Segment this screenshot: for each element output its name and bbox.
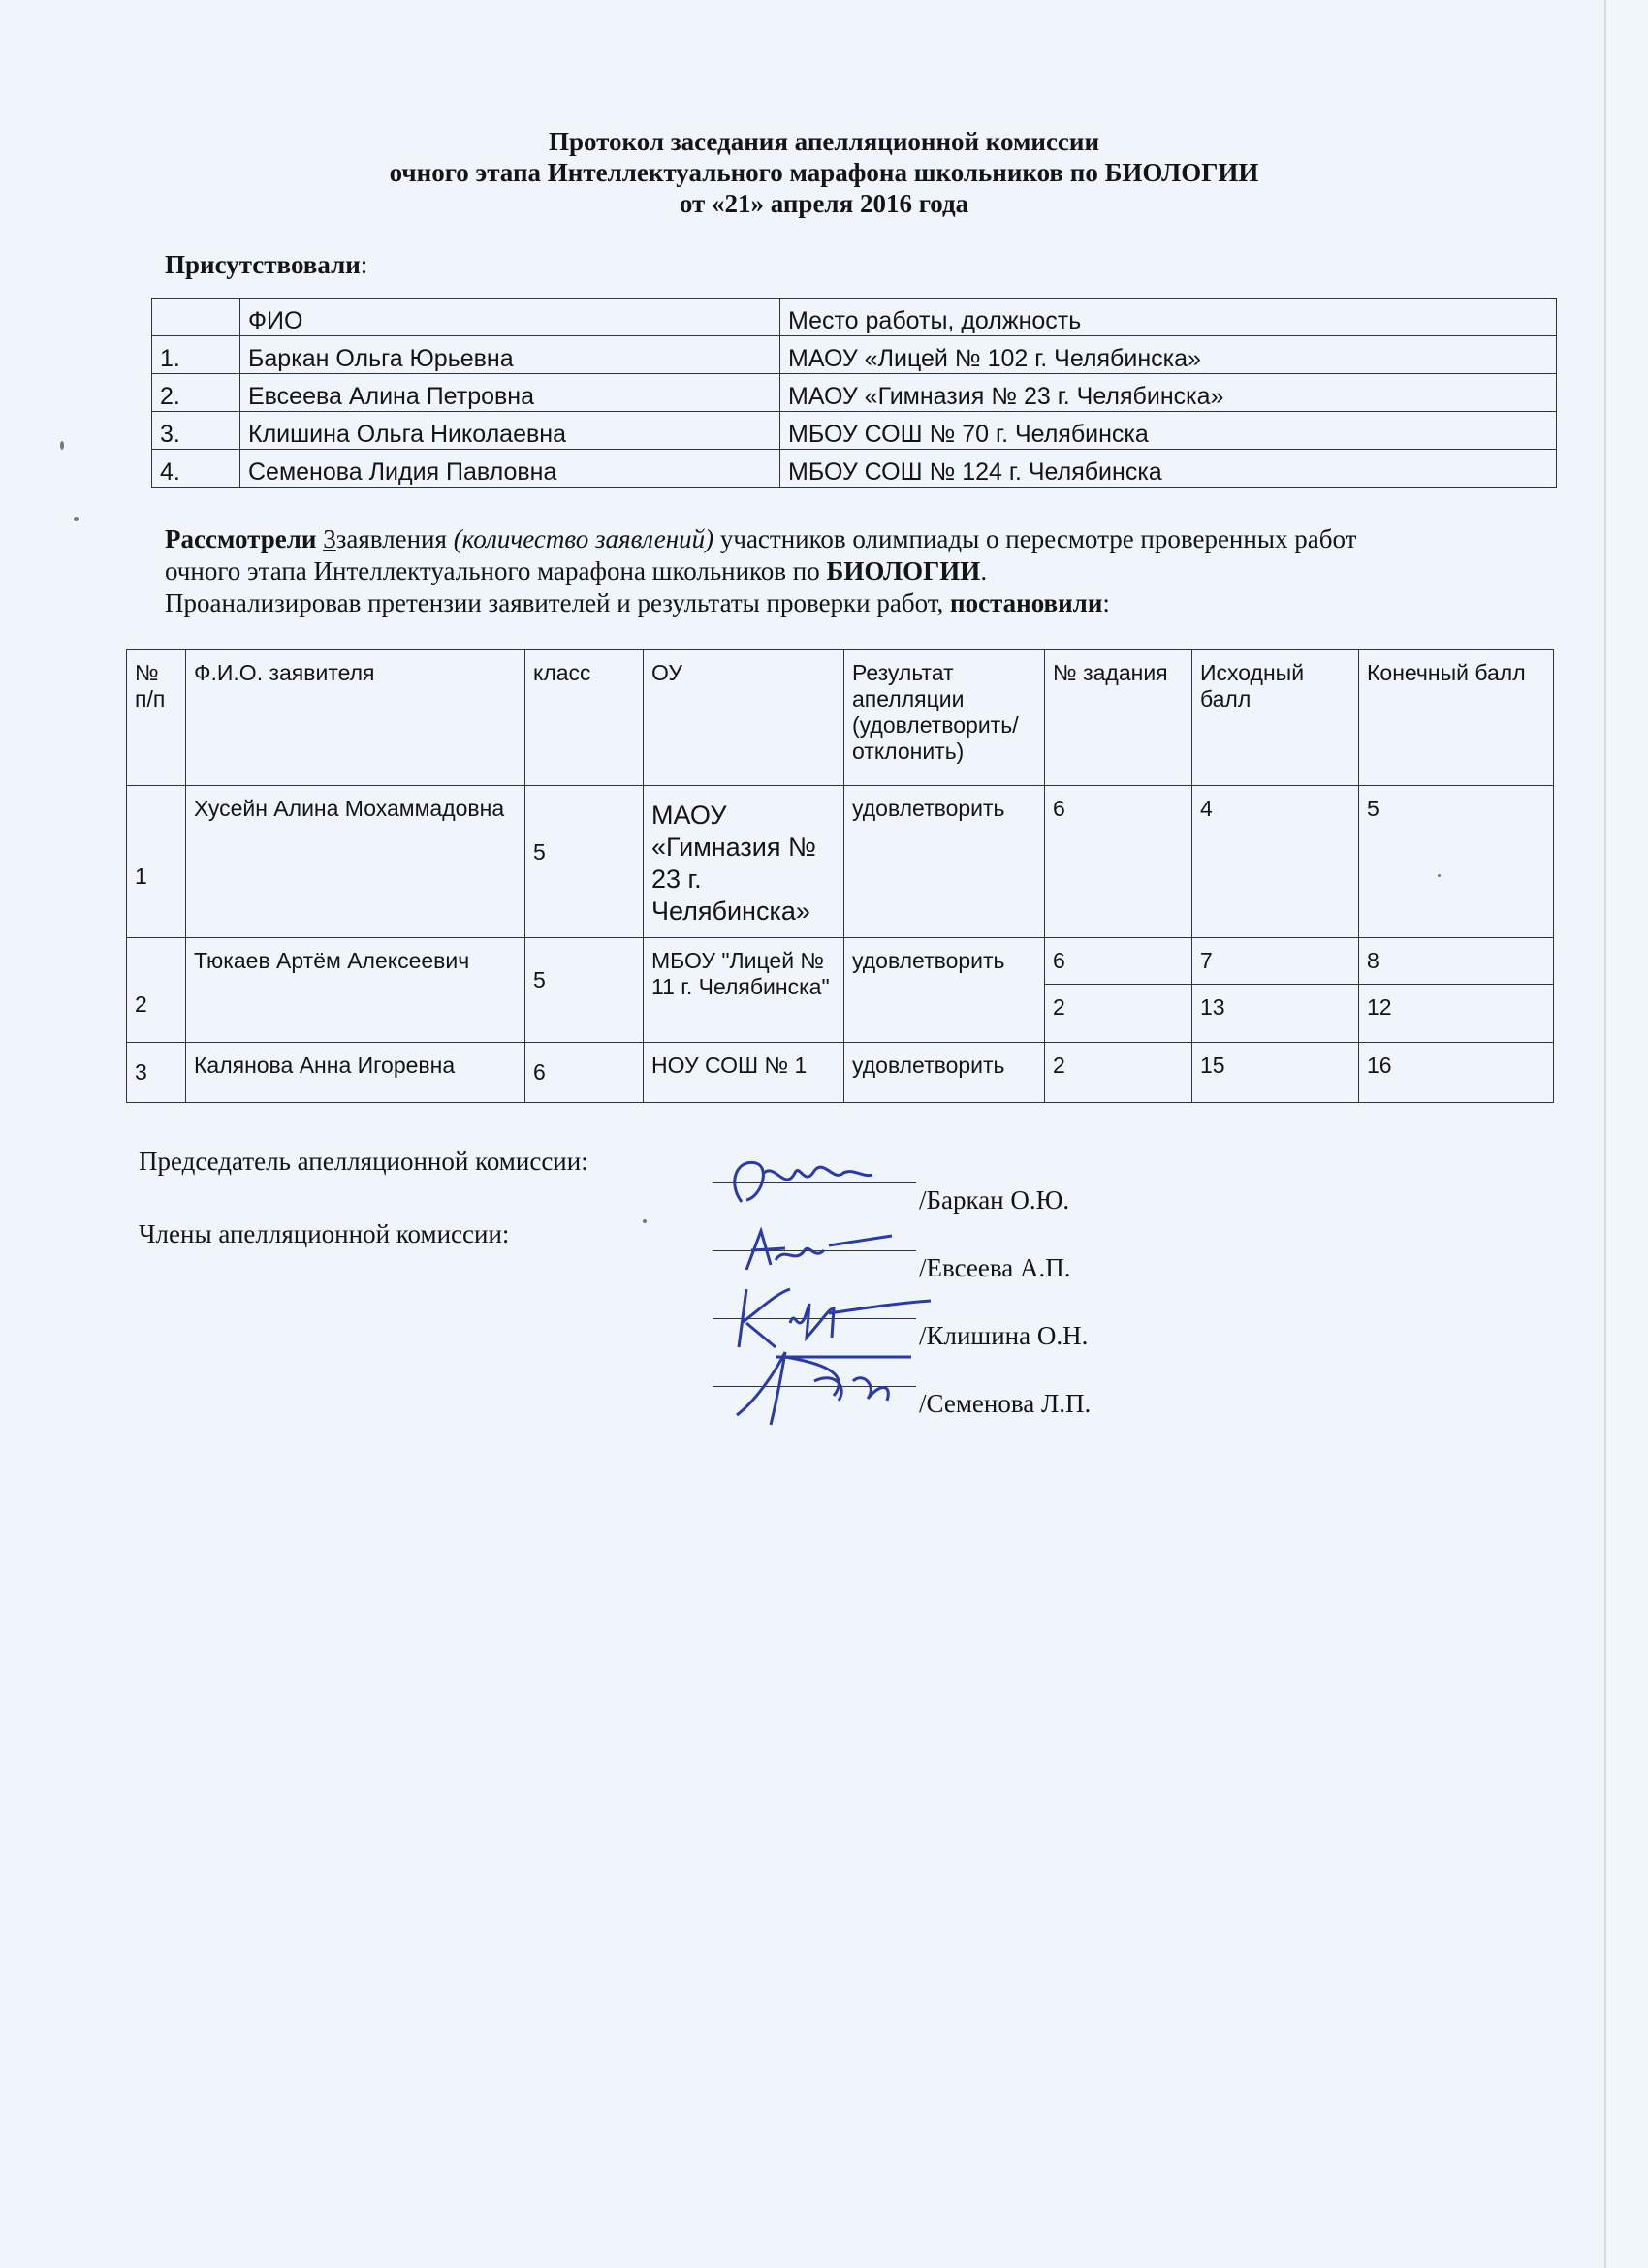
table-row	[127, 938, 1554, 985]
appeal-final: 5	[1359, 786, 1554, 938]
header-cell: № задания	[1045, 650, 1192, 786]
appeal-school: МАОУ «Гимназия № 23 г. Челябинска»	[644, 786, 844, 938]
members-label: Члены апелляционной комиссии:	[139, 1219, 510, 1248]
appeal-initial: 15	[1192, 1043, 1359, 1103]
header-cell: Ф.И.О. заявителя	[186, 650, 525, 786]
member-num: 2.	[152, 374, 240, 412]
decision-paragraph: Рассмотрели 3заявления (количество заявлений) участников олимпиады о пересмотре проверенных работ очного этапа Интеллектуального марафона школьников по БИОЛОГИИ. Проанализировав претензии заявителей и результаты проверки работ, постановили:	[165, 524, 1357, 617]
member-place: МАОУ «Гимназия № 23 г. Челябинска»	[780, 374, 1557, 412]
member-place: МБОУ СОШ № 70 г. Челябинска	[780, 412, 1557, 450]
member-name: Евсеева Алина Петровна	[240, 374, 780, 412]
header-cell: Место работы, должность	[780, 299, 1557, 336]
header-cell: Конечный балл	[1359, 650, 1554, 786]
member-num: 4.	[152, 450, 240, 488]
header-cell: ФИО	[240, 299, 780, 336]
member-place: МАОУ «Лицей № 102 г. Челябинска»	[780, 336, 1557, 374]
scan-speck	[60, 441, 64, 450]
appeal-name: Калянова Анна Игоревна	[186, 1043, 525, 1103]
scan-speck	[74, 517, 79, 521]
appeal-num: 3	[127, 1043, 186, 1103]
title-line-2: очного этапа Интеллектуального марафона школьников по БИОЛОГИИ	[389, 158, 1259, 187]
table-row	[127, 1043, 1554, 1103]
title-line-3: от «21» апреля 2016 года	[679, 189, 969, 218]
appeal-task: 2	[1045, 985, 1192, 1043]
table-row	[152, 450, 1557, 488]
chair-label: Председатель апелляционной комиссии:	[139, 1147, 588, 1176]
header-cell: класс	[525, 650, 644, 786]
present-label: Присутствовали:	[165, 250, 368, 279]
signature-scribble-2	[717, 1216, 911, 1284]
appeal-initial: 4	[1192, 786, 1359, 938]
appeal-class: 6	[525, 1043, 644, 1103]
appeal-name: Тюкаев Артём Алексеевич	[186, 938, 525, 1043]
appeal-school: НОУ СОШ № 1	[644, 1043, 844, 1103]
header-cell	[152, 299, 240, 336]
member-place: МБОУ СОШ № 124 г. Челябинска	[780, 450, 1557, 488]
appeal-task: 6	[1045, 786, 1192, 938]
appeals-table	[126, 649, 1554, 1103]
title-line-1: Протокол заседания апелляционной комиссии	[548, 127, 1100, 156]
header-cell: № п/п	[127, 650, 186, 786]
signature-scribble-4	[717, 1342, 940, 1430]
appeal-class: 5	[525, 938, 644, 1043]
signature-name: /Клишина О.Н.	[919, 1321, 1089, 1350]
table-header-row	[127, 650, 1554, 786]
appeal-class: 5	[525, 786, 644, 938]
member-name: Клишина Ольга Николаевна	[240, 412, 780, 450]
member-name: Семенова Лидия Павловна	[240, 450, 780, 488]
appeal-result: удовлетворить	[844, 938, 1045, 1043]
table-row	[152, 412, 1557, 450]
signature-name: /Евсеева А.П.	[919, 1253, 1071, 1282]
members-table	[151, 298, 1557, 488]
appeal-initial: 13	[1192, 985, 1359, 1043]
signature-scribble-1	[717, 1144, 911, 1221]
appeal-initial: 7	[1192, 938, 1359, 985]
appeal-num: 1	[127, 786, 186, 938]
appeal-result: удовлетворить	[844, 786, 1045, 938]
appeal-num: 2	[127, 938, 186, 1043]
appeal-result: удовлетворить	[844, 1043, 1045, 1103]
appeal-final: 12	[1359, 985, 1554, 1043]
signature-name: /Семенова Л.П.	[919, 1389, 1092, 1418]
appeal-name: Хусейн Алина Мохаммадовна	[186, 786, 525, 938]
appeal-final: 16	[1359, 1043, 1554, 1103]
appeal-school: МБОУ "Лицей № 11 г. Челябинска"	[644, 938, 844, 1043]
scan-speck	[643, 1219, 647, 1223]
table-row	[152, 336, 1557, 374]
scan-speck	[1438, 874, 1441, 877]
appeal-task: 2	[1045, 1043, 1192, 1103]
member-num: 1.	[152, 336, 240, 374]
member-name: Баркан Ольга Юрьевна	[240, 336, 780, 374]
signature-name: /Баркан О.Ю.	[919, 1185, 1070, 1214]
member-num: 3.	[152, 412, 240, 450]
appeal-final: 8	[1359, 938, 1554, 985]
table-row	[127, 786, 1554, 938]
header-cell: ОУ	[644, 650, 844, 786]
table-row	[152, 374, 1557, 412]
header-cell: Результат апелляции (удовлетворить/ отклонить)	[844, 650, 1045, 786]
table-header-row	[152, 299, 1557, 336]
appeal-task: 6	[1045, 938, 1192, 985]
header-cell: Исходный балл	[1192, 650, 1359, 786]
